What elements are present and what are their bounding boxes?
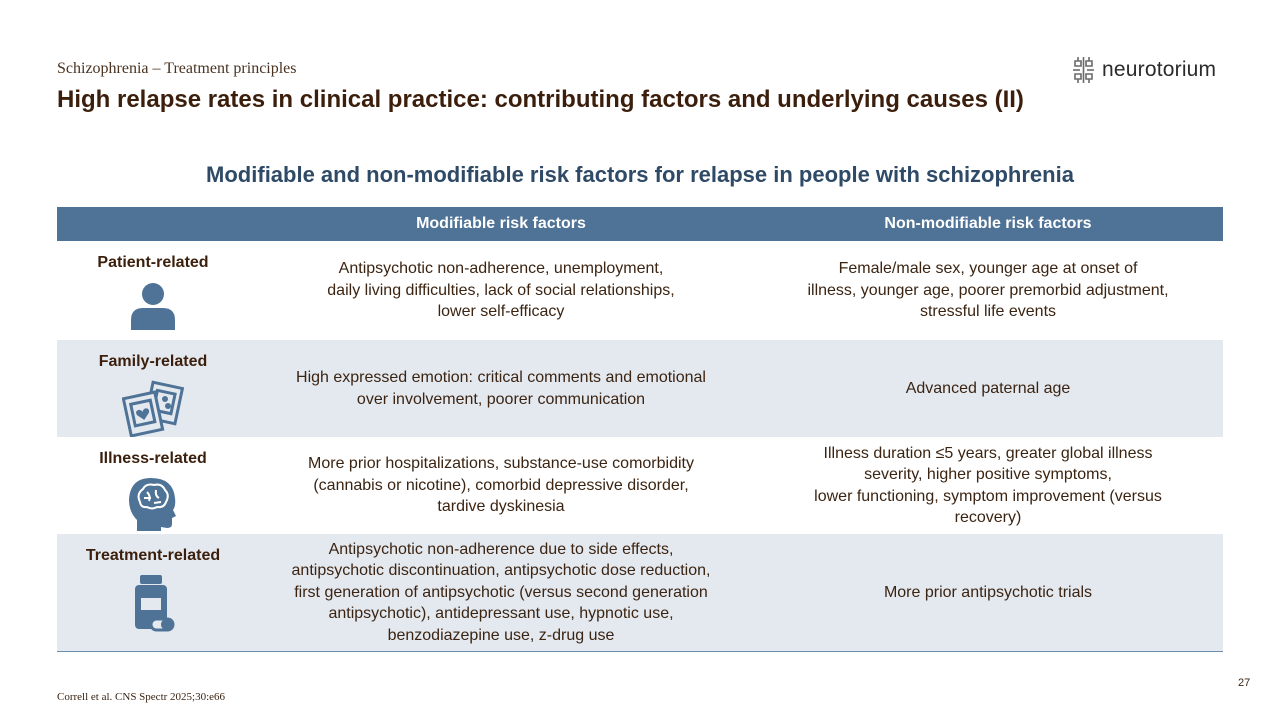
risk-factors-table	[57, 207, 1223, 652]
row-label: Illness-related	[99, 450, 207, 467]
table-row	[57, 340, 1223, 437]
non-modifiable-cell: Female/male sex, younger age at onset of illness, younger age, poorer premorbid adjustment, stressful life events	[807, 260, 1169, 321]
column-header-empty	[57, 207, 249, 241]
modifiable-cell: More prior hospitalizations, substance-use comorbidity (cannabis or nicotine), comorbid depressive disorder, tardive dyskinesia	[308, 455, 694, 516]
row-header-treatment	[57, 534, 249, 651]
reference-citation: Correll et al. CNS Spectr 2025;30:e66	[57, 691, 226, 703]
non-modifiable-cell: Advanced paternal age	[753, 340, 1223, 437]
modifiable-cell: High expressed emotion: critical comments and emotional over involvement, poorer communication	[249, 340, 753, 437]
row-header-patient	[57, 241, 249, 340]
modifiable-cell: Antipsychotic non-adherence, unemployment, daily living difficulties, lack of social relationships, lower self-efficacy	[327, 260, 675, 321]
modifiable-cell: Antipsychotic non-adherence due to side effects, antipsychotic discontinuation, antipsychotic dose reduction, first generation of antipsychotic (versus second generation antipsychotic), antidepressant use, hypnotic use, benzodiazepine use, z-drug use	[249, 534, 753, 651]
row-header-illness	[57, 437, 249, 534]
column-header-modifiable: Modifiable risk factors	[249, 207, 753, 241]
section-heading: Modifiable and non-modifiable risk factors for relapse in people with schizophrenia	[206, 162, 1074, 187]
slide-subtitle: Schizophrenia – Treatment principles	[57, 60, 297, 77]
pill-bottle-icon	[131, 573, 175, 633]
neurotorium-logo-icon	[1070, 55, 1097, 85]
row-label: Treatment-related	[85, 547, 221, 564]
table-row	[57, 534, 1223, 651]
family-photos-icon	[122, 379, 184, 437]
logo-text: neurotorium	[1102, 58, 1217, 81]
table-header-row	[57, 207, 1223, 241]
table-row	[57, 437, 1223, 534]
page-number: 27	[1238, 677, 1251, 689]
column-header-non-modifiable: Non-modifiable risk factors	[753, 207, 1223, 241]
row-label: Patient-related	[97, 254, 209, 271]
person-icon	[129, 280, 177, 332]
slide-title: High relapse rates in clinical practice: contributing factors and underlying causes (II)	[57, 86, 1024, 113]
brain-head-icon	[127, 476, 179, 532]
non-modifiable-cell: More prior antipsychotic trials	[753, 534, 1223, 651]
row-label: Family-related	[98, 353, 208, 370]
non-modifiable-cell: Illness duration ≤5 years, greater global illness severity, higher positive symptoms, lower functioning, symptom improvement (versus recovery)	[814, 444, 1162, 526]
logo	[1070, 54, 1216, 86]
row-header-family	[57, 340, 249, 437]
table-row	[57, 241, 1223, 340]
